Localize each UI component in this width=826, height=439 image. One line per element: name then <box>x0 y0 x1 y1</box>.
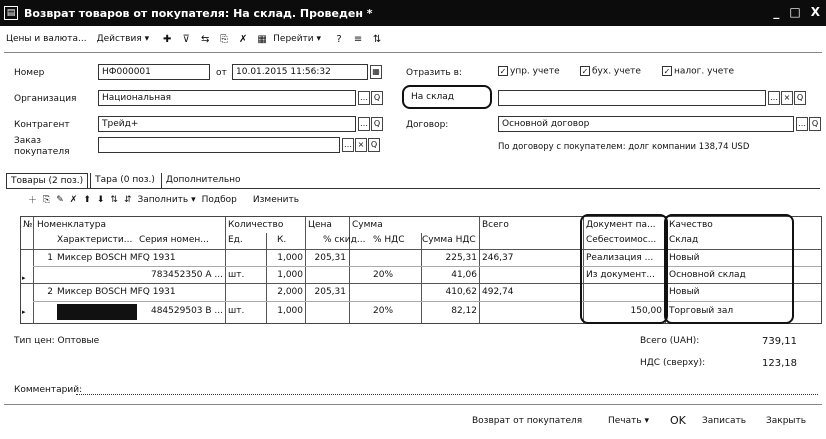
close-button[interactable]: Закрыть <box>766 416 807 426</box>
customer-order-field[interactable] <box>98 137 340 153</box>
total-label: Всего (UAH): <box>640 336 700 346</box>
contract-label: Договор: <box>406 120 449 130</box>
col-warehouse[interactable]: Склад <box>669 235 699 245</box>
structure-icon[interactable]: ⇆ <box>200 33 210 45</box>
total-value: 739,11 <box>762 336 797 347</box>
col-qty[interactable]: Количество <box>228 220 284 230</box>
row-cost[interactable]: Из документ... <box>586 270 655 280</box>
tab-bar <box>6 173 245 188</box>
fill-button[interactable]: Заполнить ▾ <box>137 194 196 205</box>
document-icon: ▤ <box>4 6 18 20</box>
select-button[interactable]: … <box>342 138 354 152</box>
goto-label: Перейти <box>273 34 314 44</box>
copy-icon[interactable]: ⎘ <box>220 33 229 45</box>
return-from-customer-button[interactable]: Возврат от покупателя <box>472 416 583 426</box>
comment-label: Комментарий: <box>14 385 83 395</box>
row-total[interactable]: 492,74 <box>482 287 514 297</box>
select-items-button[interactable]: Подбор <box>201 194 237 205</box>
select-button[interactable]: … <box>358 91 370 105</box>
counterparty-label: Контрагент <box>14 120 70 130</box>
customer-order-label: Заказ покупателя <box>14 136 70 157</box>
prices-menu[interactable]: Цены и валюта... <box>6 34 87 44</box>
row-marker-icon: ▸ <box>22 308 26 316</box>
change-button[interactable]: Изменить <box>252 194 300 205</box>
row-item[interactable]: Миксер BOSCH MFQ 1931 <box>57 253 176 263</box>
clear-icon[interactable]: × <box>355 138 367 152</box>
col-vat-pct[interactable]: % НДС <box>373 235 405 245</box>
ok-button[interactable]: OK <box>670 414 686 427</box>
copy-row-icon[interactable]: ⎘ <box>43 194 51 205</box>
contract-field[interactable]: Основной договор <box>498 116 794 132</box>
col-coef[interactable]: К. <box>277 235 287 245</box>
row-warehouse[interactable]: Торговый зал <box>669 306 734 316</box>
title-bar <box>0 0 826 26</box>
highlight-operation <box>402 85 492 109</box>
row-num: 2 <box>47 287 53 297</box>
row-qty[interactable]: 1,000 <box>277 253 303 263</box>
highlight-documents <box>580 214 668 324</box>
number-label: Номер <box>14 68 45 78</box>
print-label: Печать <box>608 416 642 426</box>
divider <box>4 404 822 405</box>
col-quality[interactable]: Качество <box>669 220 713 230</box>
delete-icon[interactable]: ✗ <box>238 33 248 45</box>
row-num: 1 <box>47 253 53 263</box>
row-quality[interactable]: Новый <box>669 253 700 263</box>
filter-icon[interactable]: ⊽ <box>182 33 190 45</box>
tab-containers[interactable]: Тара (0 поз.) <box>90 173 159 188</box>
date-from-label: от <box>216 68 227 78</box>
move-up-icon[interactable]: ⬆ <box>83 194 91 205</box>
col-item[interactable]: Номенклатура <box>37 220 106 230</box>
help-icon[interactable]: ? <box>336 33 342 45</box>
edit-row-icon[interactable]: ✎ <box>56 194 64 205</box>
save-button[interactable]: Записать <box>702 416 747 426</box>
tab-underline <box>6 188 820 189</box>
check-icon: ✓ <box>581 67 589 76</box>
contract-balance-info: По договору с покупателем: долг компании 138,74 USD <box>498 142 750 152</box>
check-icon: ✓ <box>663 67 671 76</box>
row-vat-sum[interactable]: 41,06 <box>451 270 477 280</box>
bookkeeping-checkbox[interactable] <box>580 66 641 77</box>
toolbar <box>0 30 826 48</box>
divider <box>4 52 822 53</box>
bookkeeping-label: бух. учете <box>592 66 641 77</box>
sort-desc-icon[interactable]: ⇵ <box>123 194 132 205</box>
row-series[interactable]: 484529503 В ... <box>150 306 223 316</box>
col-series[interactable]: Серия номен... <box>139 235 209 245</box>
delete-row-icon[interactable]: ✗ <box>69 194 78 205</box>
row-doc[interactable]: Реализация ... <box>586 253 654 263</box>
price-type-label[interactable]: Тип цен: Оптовые <box>14 336 100 346</box>
close-window-button[interactable]: X <box>810 5 820 19</box>
highlight-quality <box>664 214 794 324</box>
vat-label: НДС (сверху): <box>640 358 706 368</box>
mgmt-accounting-checkbox[interactable] <box>498 66 560 77</box>
mgmt-accounting-label: упр. учете <box>510 66 560 77</box>
print-button[interactable]: Печать ▾ <box>608 416 650 426</box>
col-vat-sum[interactable]: Сумма НДС <box>422 235 476 245</box>
row-sum[interactable]: 225,31 <box>445 253 477 263</box>
settings-icon[interactable]: ≡ <box>353 33 363 45</box>
row-unit[interactable]: шт. <box>228 270 245 280</box>
row-sum[interactable]: 410,62 <box>445 287 477 297</box>
fill-label: Заполнить <box>137 194 189 205</box>
row-item[interactable]: Миксер BOSCH MFQ 1931 <box>57 287 176 297</box>
actions-label: Действия <box>96 34 142 44</box>
date-field[interactable]: 10.01.2015 11:56:32 <box>232 64 368 80</box>
check-icon: ✓ <box>499 67 507 76</box>
window-title: Возврат товаров от покупателя: На склад. Проведен * <box>24 6 373 20</box>
col-doc[interactable]: Документ па... <box>586 220 656 230</box>
col-sum[interactable]: Сумма <box>352 220 383 230</box>
row-quality[interactable]: Новый <box>669 287 700 297</box>
col-discount[interactable]: % скид... <box>323 235 366 245</box>
row-price[interactable]: 205,31 <box>314 287 346 297</box>
col-cost[interactable]: Себестоимос... <box>586 235 657 245</box>
row-vat-pct[interactable]: 20% <box>373 270 394 280</box>
goto-menu[interactable]: Перейти ▾ <box>273 34 322 44</box>
row-coef[interactable]: 1,000 <box>277 270 303 280</box>
row-cost[interactable]: 150,00 <box>630 306 662 316</box>
open-icon[interactable]: Q <box>809 117 821 131</box>
select-button[interactable]: … <box>358 117 370 131</box>
add-icon[interactable]: ✚ <box>162 33 172 45</box>
row-unit[interactable]: шт. <box>228 306 245 316</box>
organization-field[interactable]: Национальная <box>98 90 356 106</box>
vat-value: 123,18 <box>762 358 797 369</box>
row-price[interactable]: 205,31 <box>314 253 346 263</box>
minimize-button[interactable]: _ <box>773 5 780 19</box>
open-icon[interactable]: Q <box>368 138 380 152</box>
col-unit[interactable]: Ед. <box>228 235 243 245</box>
comment-field[interactable] <box>76 394 818 395</box>
row-warehouse[interactable]: Основной склад <box>669 270 746 280</box>
row-qty[interactable]: 2,000 <box>277 287 303 297</box>
col-characteristic[interactable]: Характеристи... <box>57 235 133 245</box>
tab-goods[interactable]: Товары (2 поз.) <box>6 173 88 188</box>
add-row-icon[interactable]: ＋ <box>28 196 38 206</box>
tax-accounting-checkbox[interactable] <box>662 66 734 77</box>
sort-asc-icon[interactable]: ⇅ <box>110 194 118 205</box>
row-total[interactable]: 246,37 <box>482 253 514 263</box>
counterparty-field[interactable]: Трейд+ <box>98 116 356 132</box>
tab-additional[interactable]: Дополнительно <box>161 173 245 188</box>
select-button[interactable]: … <box>796 117 808 131</box>
reflect-label: Отразить в: <box>406 68 462 78</box>
row-coef[interactable]: 1,000 <box>277 306 303 316</box>
actions-menu[interactable]: Действия ▾ <box>96 34 150 44</box>
redacted-block <box>57 304 137 320</box>
row-series[interactable]: 783452350 А ... <box>151 270 223 280</box>
open-icon[interactable]: Q <box>794 91 806 105</box>
tax-accounting-label: налог. учете <box>674 66 735 77</box>
col-num: № <box>23 220 33 230</box>
maximize-button[interactable]: □ <box>789 5 801 19</box>
operation-extra-field[interactable] <box>498 90 766 106</box>
number-field[interactable]: НФ000001 <box>98 64 210 80</box>
row-marker-icon: ▸ <box>22 274 26 282</box>
report-icon[interactable]: ▦ <box>257 33 267 45</box>
move-down-icon[interactable]: ⬇ <box>96 194 105 205</box>
organization-label: Организация <box>14 94 77 104</box>
col-total[interactable]: Всего <box>482 220 509 230</box>
row-vat-pct[interactable]: 20% <box>373 306 394 316</box>
select-button[interactable]: … <box>768 91 780 105</box>
clear-icon[interactable]: × <box>781 91 793 105</box>
operation-type-field[interactable]: На склад <box>408 90 488 106</box>
sort-icon[interactable]: ⇅ <box>372 33 382 45</box>
col-price[interactable]: Цена <box>308 220 332 230</box>
open-icon[interactable]: Q <box>371 91 383 105</box>
row-vat-sum[interactable]: 82,12 <box>451 306 477 316</box>
open-icon[interactable]: Q <box>371 117 383 131</box>
grid-toolbar <box>28 193 299 206</box>
calendar-icon[interactable]: ▦ <box>370 65 382 79</box>
